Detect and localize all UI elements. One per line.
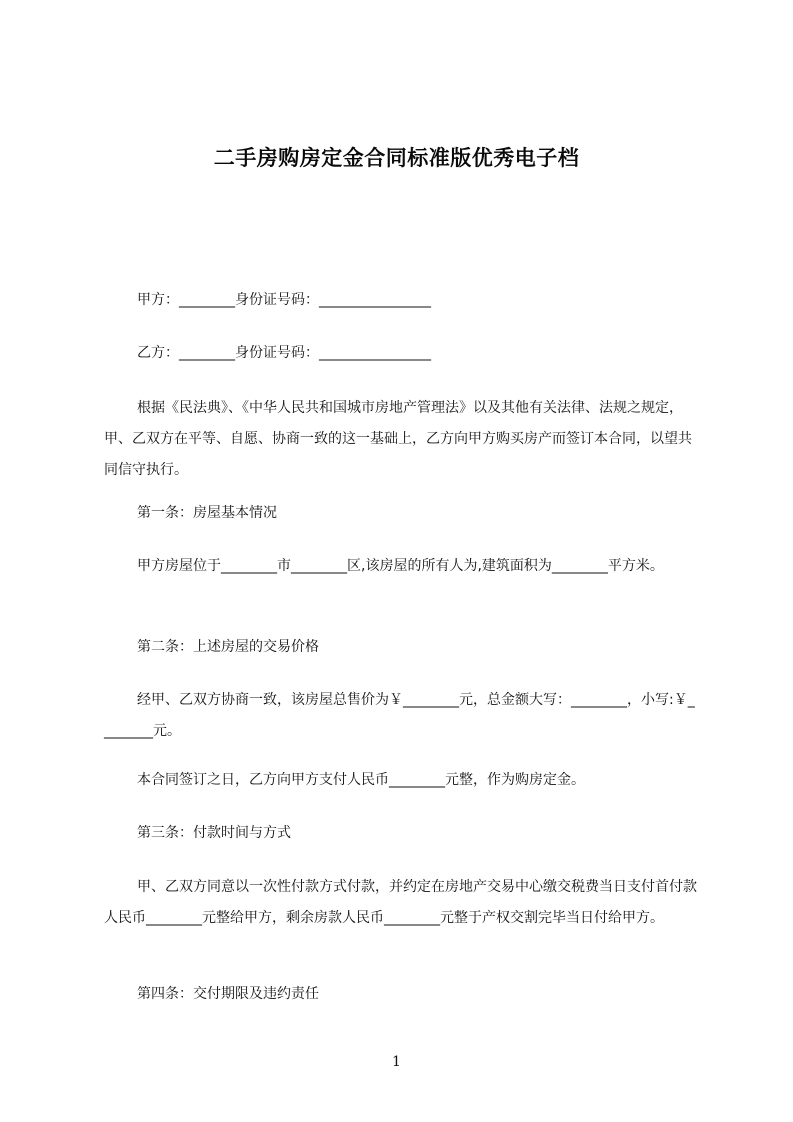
document-title: 二手房购房定金合同标准版优秀电子档 — [213, 146, 580, 170]
article-4-heading: 第四条：交付期限及违约责任 — [137, 986, 319, 1002]
party-a-line: 甲方：________身份证号码：________________ — [137, 292, 431, 308]
article-1-heading: 第一条：房屋基本情况 — [137, 505, 277, 521]
article-3-body: 甲、乙双方同意以一次性付款方式付款，并约定在房地产交易中心缴交税费当日支付首付款人民币________元整给甲方，剩余房款人民币________元整于产权交割完毕当日付给甲方。 — [104, 879, 697, 926]
article-1-body: 甲方房屋位于________市________区,该房屋的所有人为,建筑面积为________平方米。 — [137, 558, 664, 574]
article-2-deposit: 本合同签订之日，乙方向甲方支付人民币________元整，作为购房定金。 — [137, 772, 585, 788]
article-3-heading: 第三条：付款时间与方式 — [137, 825, 291, 841]
party-b-line: 乙方：________身份证号码：________________ — [137, 345, 431, 361]
article-2-heading: 第二条：上述房屋的交易价格 — [137, 639, 319, 655]
page-number: 1 — [392, 1054, 401, 1070]
intro-paragraph: 根据《民法典》、《中华人民共和国城市房地产管理法》以及其他有关法律、法规之规定，甲、乙双方在平等、自愿、协商一致的这一基础上，乙方向甲方购买房产而签订本合同，以望共同信守执行。 — [104, 400, 692, 478]
article-2-body: 经甲、乙双方协商一致，该房屋总售价为￥________元，总金额大写：________，小写:￥________元。 — [104, 692, 695, 739]
